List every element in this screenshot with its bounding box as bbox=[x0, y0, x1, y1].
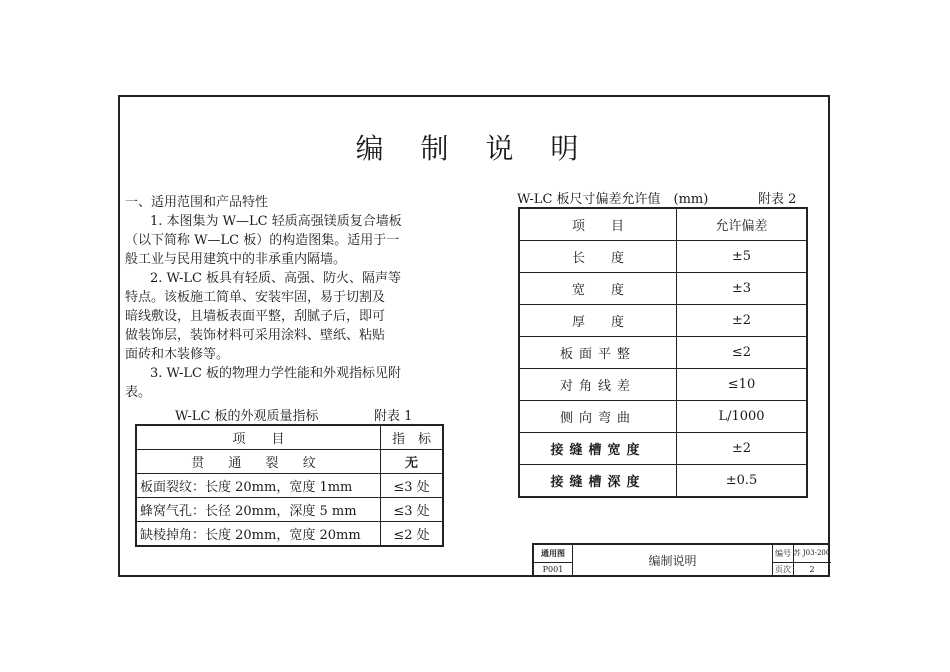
table-cell: 无 bbox=[381, 450, 444, 474]
table-row bbox=[519, 465, 807, 498]
table-cell: 对角线差 bbox=[519, 369, 677, 401]
table-cell: ±2 bbox=[677, 433, 808, 465]
table-row bbox=[519, 401, 807, 433]
table-cell: ≤10 bbox=[677, 369, 808, 401]
title-block-page: 2 bbox=[809, 565, 815, 574]
table-cell: 厚 度 bbox=[519, 305, 677, 337]
table-row bbox=[519, 305, 807, 337]
table-header-cell: 指 标 bbox=[381, 425, 444, 450]
table-cell: 板面裂纹：长度 20mm，宽度 1mm bbox=[136, 474, 381, 498]
table-header-cell: 项 目 bbox=[136, 425, 381, 450]
table2-caption-number: 附表 2 bbox=[758, 192, 797, 207]
paragraph-line: 2. W-LC 板具有轻质、高强、防火、隔声等 bbox=[150, 271, 402, 286]
table-cell: ≤3 处 bbox=[381, 474, 444, 498]
table-row bbox=[519, 273, 807, 305]
table-cell: 缺棱掉角：长度 20mm，宽度 20mm bbox=[136, 522, 381, 547]
table-header-row bbox=[136, 425, 443, 450]
table1-caption: W-LC 板的外观质量指标 bbox=[175, 409, 319, 424]
appearance-quality-table bbox=[135, 424, 444, 547]
paragraph-line: 做装饰层，装饰材料可采用涂料、壁纸、粘贴 bbox=[125, 328, 386, 343]
table-header-row bbox=[519, 208, 807, 241]
section-heading: 一、适用范围和产品特性 bbox=[125, 195, 269, 210]
drawing-sheet bbox=[118, 95, 830, 577]
table-row bbox=[519, 433, 807, 465]
title-block-name: 编制说明 bbox=[648, 554, 697, 568]
table-row bbox=[136, 474, 443, 498]
title-block-label: 通用图 bbox=[534, 545, 573, 563]
title-block-code: P001 bbox=[534, 562, 573, 577]
paragraph-line: （以下简称 W—LC 板）的构造图集。适用于一 bbox=[125, 233, 400, 248]
table-header-cell: 允许偏差 bbox=[677, 208, 808, 241]
title-block bbox=[532, 543, 830, 577]
paragraph-line: 特点。该板施工简单、安装牢固，易于切割及 bbox=[125, 290, 386, 305]
dimension-tolerance-table bbox=[518, 207, 808, 498]
table-cell: 贯 通 裂 纹 bbox=[136, 450, 381, 474]
table-cell: ±3 bbox=[677, 273, 808, 305]
table-cell: 接缝槽深度 bbox=[519, 465, 677, 498]
paragraph-line: 暗线敷设，且墙板表面平整，刮腻子后，即可 bbox=[125, 309, 386, 324]
paragraph-line: 表。 bbox=[125, 385, 152, 400]
table-cell: ±0.5 bbox=[677, 465, 808, 498]
table-cell: L/1000 bbox=[677, 401, 808, 433]
table-cell: 侧向弯曲 bbox=[519, 401, 677, 433]
page-title: 编 制 说 明 bbox=[355, 132, 593, 165]
table-cell: ≤2 处 bbox=[381, 522, 444, 547]
table-cell: 板面平整 bbox=[519, 337, 677, 369]
table-cell: ±2 bbox=[677, 305, 808, 337]
table-header-cell: 项 目 bbox=[519, 208, 677, 241]
title-block-number-label: 编号 bbox=[772, 545, 794, 563]
table-row bbox=[136, 450, 443, 474]
table2-caption: W-LC 板尺寸偏差允许值 (mm) bbox=[517, 192, 709, 207]
paragraph-line: 1. 本图集为 W—LC 轻质高强镁质复合墙板 bbox=[150, 214, 402, 229]
table-row bbox=[519, 337, 807, 369]
table-row bbox=[519, 369, 807, 401]
table-cell: 长 度 bbox=[519, 241, 677, 273]
table-cell: ≤2 bbox=[677, 337, 808, 369]
table-row bbox=[136, 498, 443, 522]
paragraph-line: 面砖和木装修等。 bbox=[125, 347, 230, 362]
table-cell: 宽 度 bbox=[519, 273, 677, 305]
table-row bbox=[136, 522, 443, 547]
paragraph-line: 3. W-LC 板的物理力学性能和外观指标见附 bbox=[150, 366, 402, 381]
table-cell: ≤3 处 bbox=[381, 498, 444, 522]
title-block-page-label: 页次 bbox=[772, 562, 794, 577]
table1-caption-number: 附表 1 bbox=[374, 409, 413, 424]
table-cell: 接缝槽宽度 bbox=[519, 433, 677, 465]
paragraph-line: 般工业与民用建筑中的非承重内隔墙。 bbox=[125, 252, 347, 267]
table-cell: 蜂窝气孔：长径 20mm，深度 5 mm bbox=[136, 498, 381, 522]
table-row bbox=[519, 241, 807, 273]
title-block-number: 苏 J03-200 bbox=[793, 545, 831, 563]
table-cell: ±5 bbox=[677, 241, 808, 273]
